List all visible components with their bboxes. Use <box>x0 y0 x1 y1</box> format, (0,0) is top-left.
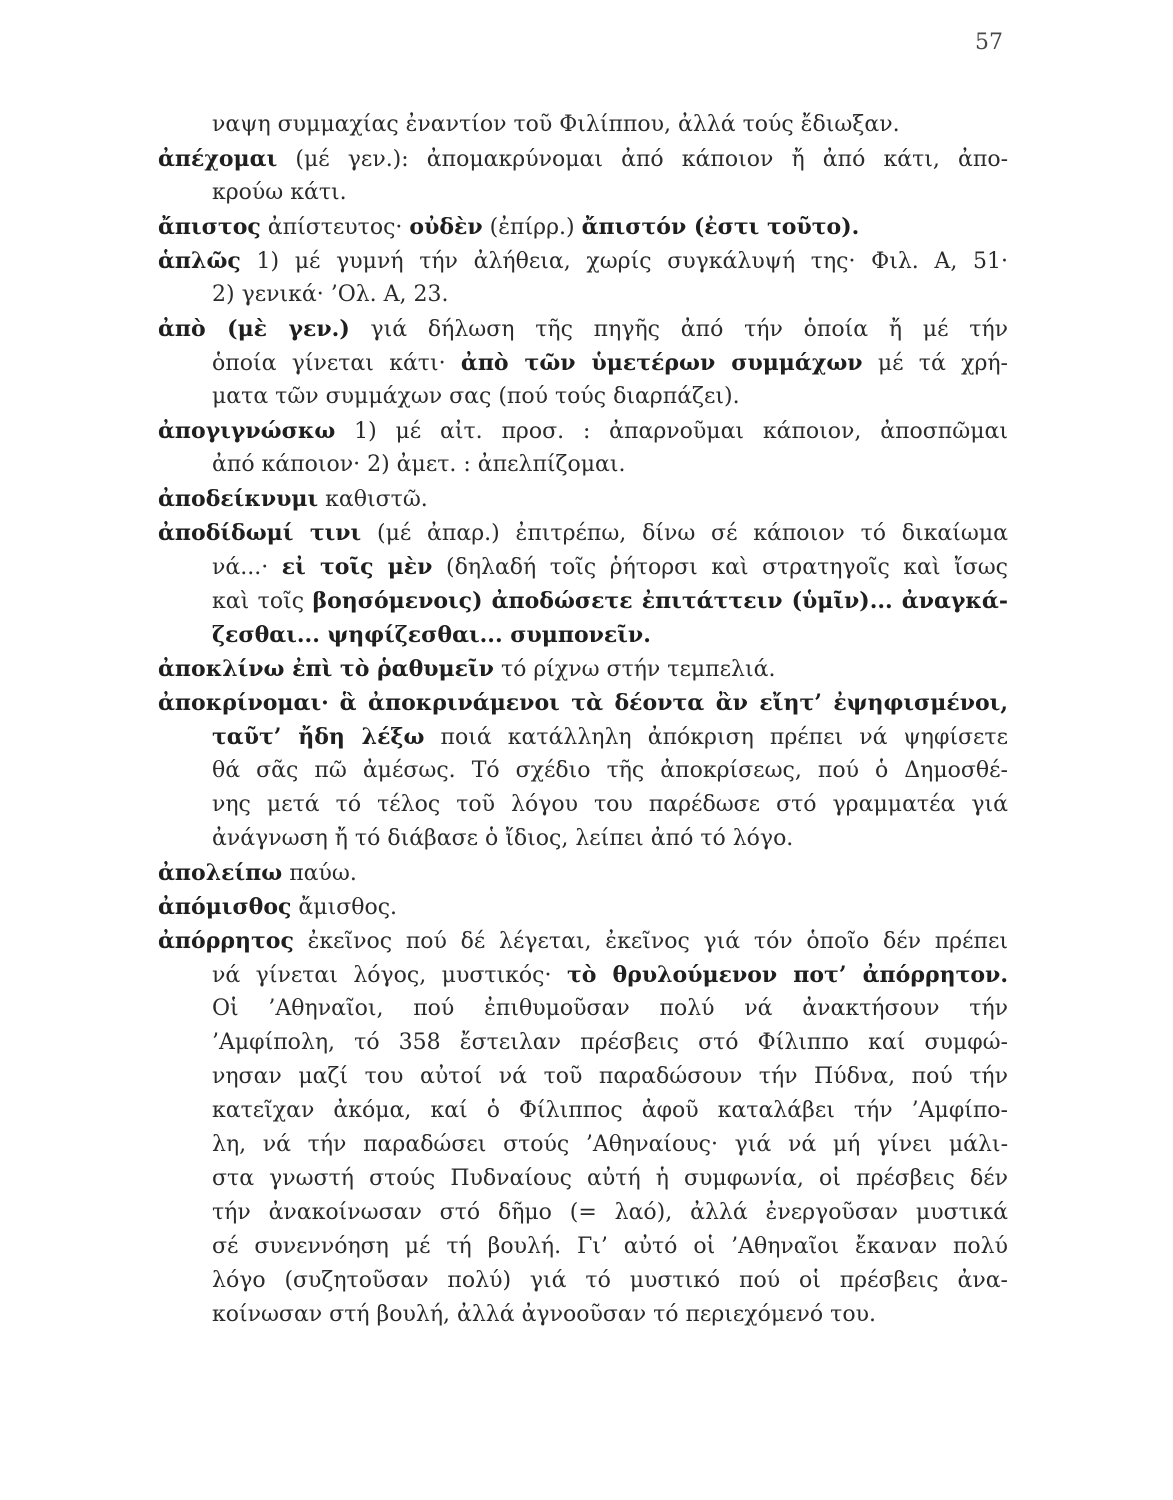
line-text: μέ τά χρή- <box>862 351 1008 376</box>
line-text: ἐκεῖνος πού δέ λέγεται, ἐκεῖνος γιά τόν ὁποῖο δέν πρέπει <box>293 929 1008 954</box>
text-line <box>158 958 1008 992</box>
quoted-phrase: οὐδὲν <box>409 214 483 240</box>
entry-headword: ἀποκρίνομαι· <box>158 690 329 716</box>
text-line <box>158 584 1008 618</box>
text-line <box>158 1094 1008 1128</box>
line-text: καὶ τοῖς <box>212 589 313 614</box>
entry-headword: ἀπόμισθος <box>158 894 292 920</box>
entry-line <box>158 142 1008 176</box>
line-text: 1) μέ γυμνή τήν ἀλήθεια, χωρίς συγκάλυψή της· Φιλ. Α, 51· <box>240 249 1008 274</box>
line-text: κοίνωσαν στή βουλή, ἀλλά ἀγνοοῦσαν τό περιεχόμενό του. <box>212 1302 876 1327</box>
quoted-phrase: ταῦτ’ ἤδη λέξω <box>212 724 425 750</box>
entry-line <box>158 890 1008 924</box>
entry-headword: ἀπογιγνώσκω <box>158 418 336 444</box>
entry-line <box>158 856 1008 890</box>
entry-line <box>158 482 1008 516</box>
line-text: ὁποία γίνεται κάτι· <box>212 351 461 376</box>
text-line <box>158 720 1008 754</box>
line-text: στα γνωστή στούς Πυδναίους αὐτή ἡ συμφωνία, οἱ πρέσβεις δέν <box>212 1166 1008 1191</box>
line-text: ναψη συμμαχίας ἐναντίον τοῦ Φιλίππου, ἀλλά τούς ἔδιωξαν. <box>212 112 900 137</box>
line-text: θά σᾶς πῶ ἀμέσως. Τό σχέδιο τῆς ἀποκρίσεως, πού ὁ Δημοσθέ- <box>212 758 1008 783</box>
line-text: νά...· <box>212 555 282 580</box>
entry-line <box>158 414 1008 448</box>
line-text: παύω. <box>282 861 357 886</box>
line-text: τήν ἀνακοίνωσαν στό δῆμο (= λαό), ἀλλά ἐνεργοῦσαν μυστικά <box>212 1200 1008 1225</box>
line-text: νης μετά τό τέλος τοῦ λόγου του παρέδωσε στό γραμματέα γιά <box>212 792 1008 817</box>
line-text: κρούω κάτι. <box>212 180 347 205</box>
text-line <box>158 1162 1008 1196</box>
line-text: Οἱ ’Αθηναῖοι, πού ἐπιθυμοῦσαν πολύ νά ἀνακτήσουν τήν <box>212 996 1008 1021</box>
glossary-text <box>158 108 1008 1332</box>
line-text: νά γίνεται λόγος, μυστικός· <box>212 963 567 988</box>
entry-headword: ἀπόρρητος <box>158 928 294 954</box>
quoted-phrase: βοησόμενοις) ἀποδώσετε ἐπιτάττειν (ὑμῖν)... ἀναγκά- <box>312 588 1008 614</box>
line-text: γιά δήλωση τῆς πηγῆς ἀπό τήν ὁποία ἤ μέ τήν <box>349 317 1008 342</box>
quoted-phrase: ζεσθαι... ψηφίζεσθαι... συμπονεῖν. <box>212 622 651 648</box>
line-text: καθιστῶ. <box>318 487 428 512</box>
line-text <box>329 691 340 716</box>
quoted-phrase: ἃ ἀποκρινάμενοι τὰ δέοντα ἂν εἴητ’ ἐψηφισμένοι, <box>339 690 1008 716</box>
entry-line <box>158 652 1008 686</box>
line-text: ἄμισθος. <box>291 895 398 920</box>
line-text: ματα τῶν συμμάχων σας (πού τούς διαρπάζει). <box>212 384 740 409</box>
text-line <box>158 346 1008 380</box>
text-line <box>158 1060 1008 1094</box>
text-line <box>158 1196 1008 1230</box>
quoted-phrase: ἄπιστόν (ἐστι τοῦτο). <box>581 214 860 240</box>
line-text: (μέ γεν.): ἀπομακρύνομαι ἀπό κάποιον ἤ ἀπό κάτι, ἀπο- <box>277 147 1008 172</box>
entry-headword: ἀποκλίνω ἐπὶ τὸ ῥαθυμεῖν <box>158 656 494 682</box>
text-line <box>158 1230 1008 1264</box>
text-line <box>158 448 1008 482</box>
line-text: ἀνάγνωση ἤ τό διάβασε ὁ ἴδιος, λείπει ἀπό τό λόγο. <box>212 826 794 851</box>
entry-headword: ἀπέχομαι <box>158 146 278 172</box>
quoted-phrase: εἰ τοῖς μὲν <box>281 554 433 580</box>
line-text: λόγο (συζητοῦσαν πολύ) γιά τό μυστικό πού οἱ πρέσβεις ἀνα- <box>212 1268 1008 1293</box>
entry-line <box>158 210 1008 244</box>
line-text: ποιά κατάλληλη ἀπόκριση πρέπει νά ψηφίσετε <box>424 725 1008 750</box>
line-text: (μέ ἀπαρ.) ἐπιτρέπω, δίνω σέ κάποιον τό δικαίωμα <box>361 521 1008 546</box>
text-line <box>158 108 1008 142</box>
line-text: ’Αμφίπολη, τό 358 ἔστειλαν πρέσβεις στό Φίλιππο καί συμφώ- <box>212 1030 1008 1055</box>
text-line <box>158 1026 1008 1060</box>
text-line <box>158 278 1008 312</box>
entry-line <box>158 686 1008 720</box>
line-text: 2) γενικά· ’Ολ. Α, 23. <box>212 282 449 307</box>
quoted-phrase: τὸ θρυλούμενον ποτ’ ἀπόρρητον. <box>566 962 1008 988</box>
entry-headword: ἀπολείπω <box>158 860 283 886</box>
entry-line <box>158 924 1008 958</box>
line-text: (δηλαδή τοῖς ῥήτορσι καὶ στρατηγοῖς καὶ ἴσως <box>432 555 1008 580</box>
line-text: νησαν μαζί του αὐτοί νά τοῦ παραδώσουν τήν Πύδνα, πού τήν <box>212 1064 1008 1089</box>
entry-headword: ἀποδείκνυμι <box>158 486 319 512</box>
text-line <box>158 1264 1008 1298</box>
line-text: 1) μέ αἰτ. προσ. : ἀπαρνοῦμαι κάποιον, ἀποσπῶμαι <box>335 419 1008 444</box>
page-number: 57 <box>975 30 1003 55</box>
line-text: λη, νά τήν παραδώσει στούς ’Αθηναίους· γιά νά μή γίνει μάλι- <box>212 1132 1008 1157</box>
entry-headword: ἄπιστος <box>158 214 261 240</box>
line-text: σέ συνεννόηση μέ τή βουλή. Γι’ αὐτό οἱ ’Αθηναῖοι ἔκαναν πολύ <box>212 1234 1008 1259</box>
line-text: τό ρίχνω στήν τεμπελιά. <box>493 657 776 682</box>
text-line <box>158 992 1008 1026</box>
entry-headword: ἀποδίδωμί τινι <box>158 520 362 546</box>
entry-line <box>158 516 1008 550</box>
text-line <box>158 380 1008 414</box>
text-line <box>158 176 1008 210</box>
text-line <box>158 1298 1008 1332</box>
entry-line <box>158 244 1008 278</box>
entry-headword: ἀπὸ (μὲ γεν.) <box>158 316 350 342</box>
quoted-phrase: ἀπὸ τῶν ὑμετέρων συμμάχων <box>460 350 863 376</box>
text-line <box>158 618 1008 652</box>
line-text: κατεῖχαν ἀκόμα, καί ὁ Φίλιππος ἀφοῦ καταλάβει τήν ’Αμφίπο- <box>212 1098 1008 1123</box>
text-line <box>158 550 1008 584</box>
text-line <box>158 1128 1008 1162</box>
line-text: ἀπό κάποιον· 2) ἀμετ. : ἀπελπίζομαι. <box>212 452 626 477</box>
text-line <box>158 754 1008 788</box>
line-text: (ἐπίρρ.) <box>482 215 582 240</box>
text-line <box>158 788 1008 822</box>
line-text: ἀπίστευτος· <box>260 215 410 240</box>
text-line <box>158 822 1008 856</box>
entry-headword: ἁπλῶς <box>158 248 241 274</box>
entry-line <box>158 312 1008 346</box>
